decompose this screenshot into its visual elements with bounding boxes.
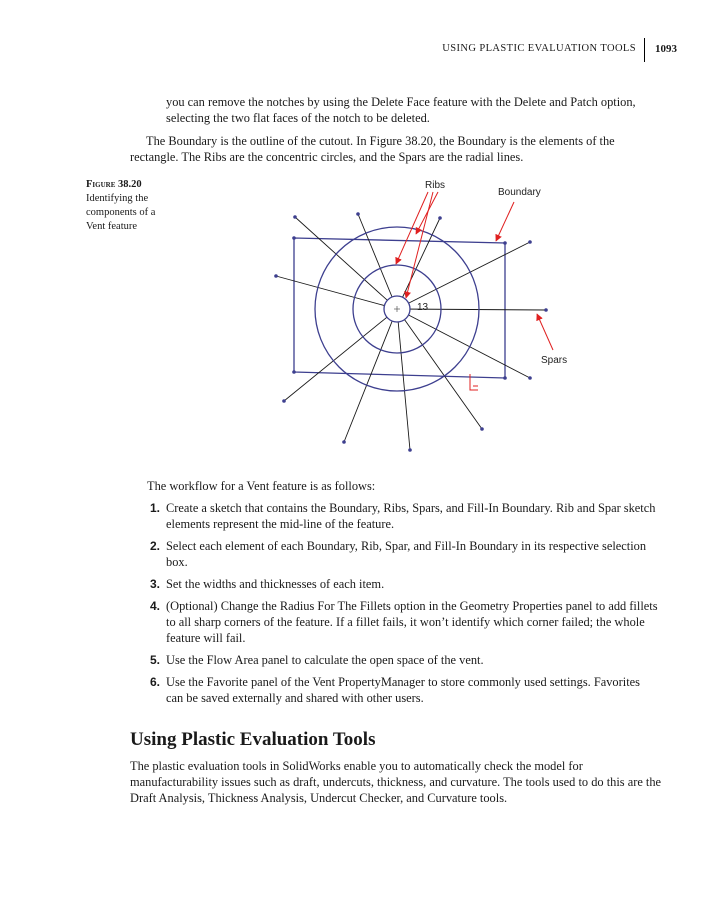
spar-line: [397, 218, 440, 309]
callout-spars: Spars: [541, 355, 568, 366]
spar-line: [358, 214, 397, 309]
list-item: 2. Select each element of each Boundary, Rib, Spar, and Fill-In Boundary in its respective selection box.: [149, 539, 647, 569]
figure-caption-text: Identifying the components of a Vent feature: [86, 193, 156, 232]
spar-line: [284, 309, 397, 401]
dimension-label: 13: [417, 302, 429, 313]
vent-sketch-figure: [240, 172, 600, 452]
paragraph-delete-face: you can remove the notches by using the Delete Face feature with the Delete and Patch option, selecting the two flat faces of the notch to be deleted.: [166, 95, 636, 125]
running-header: [442, 38, 677, 66]
list-item: 3. Set the widths and thicknesses of each item.: [149, 577, 385, 591]
list-item: 6. Use the Favorite panel of the Vent PropertyManager to store commonly used settings. Favorites can be saved externally and shared with other users.: [149, 675, 640, 705]
list-item: 4. (Optional) Change the Radius For The Fillets option in the Geometry Properties panel to add fillets to all sharp corners of the feature. If a fillet fails, it won’t identify which corner failed; the whole feature will fail.: [149, 599, 658, 645]
figure-caption: [86, 178, 176, 234]
spar-line: [397, 309, 482, 429]
page-number: 1093: [655, 43, 677, 55]
running-header-title: USING PLASTIC EVALUATION TOOLS: [442, 43, 636, 54]
callout-boundary: Boundary: [498, 187, 541, 198]
spar-line: [397, 309, 410, 450]
spar-line: [344, 309, 397, 442]
paragraph-boundary-definition: The Boundary is the outline of the cutout. In Figure 38.20, the Boundary is the elements of the rectangle. The Ribs are the concentric circles, and the Spars are the radial lines.: [130, 134, 615, 164]
spar-line: [397, 309, 530, 378]
list-item: 1. Create a sketch that contains the Boundary, Ribs, Spars, and Fill-In Boundary. Rib and Spar sketch elements represent the mid-line of the feature.: [149, 501, 656, 531]
callout-ribs: Ribs: [425, 180, 446, 191]
spar-endpoints: [274, 212, 548, 452]
list-item: 5. Use the Flow Area panel to calculate the open space of the vent.: [149, 653, 484, 667]
paragraph-plastic-tools: The plastic evaluation tools in SolidWorks enable you to automatically check the model for manufacturability issues such as draft, undercuts, thickness, and curvature. The tools used to do this are the Draft Analysis, Thickness Analysis, Undercut Checker, and Curvature tools.: [130, 759, 662, 805]
paragraph-workflow-intro: The workflow for a Vent feature is as follows:: [147, 479, 376, 493]
spar-line: [397, 242, 530, 309]
section-heading: Using Plastic Evaluation Tools: [130, 729, 376, 750]
workflow-steps: [130, 500, 660, 712]
figure-label: Figure 38.20: [86, 179, 142, 190]
